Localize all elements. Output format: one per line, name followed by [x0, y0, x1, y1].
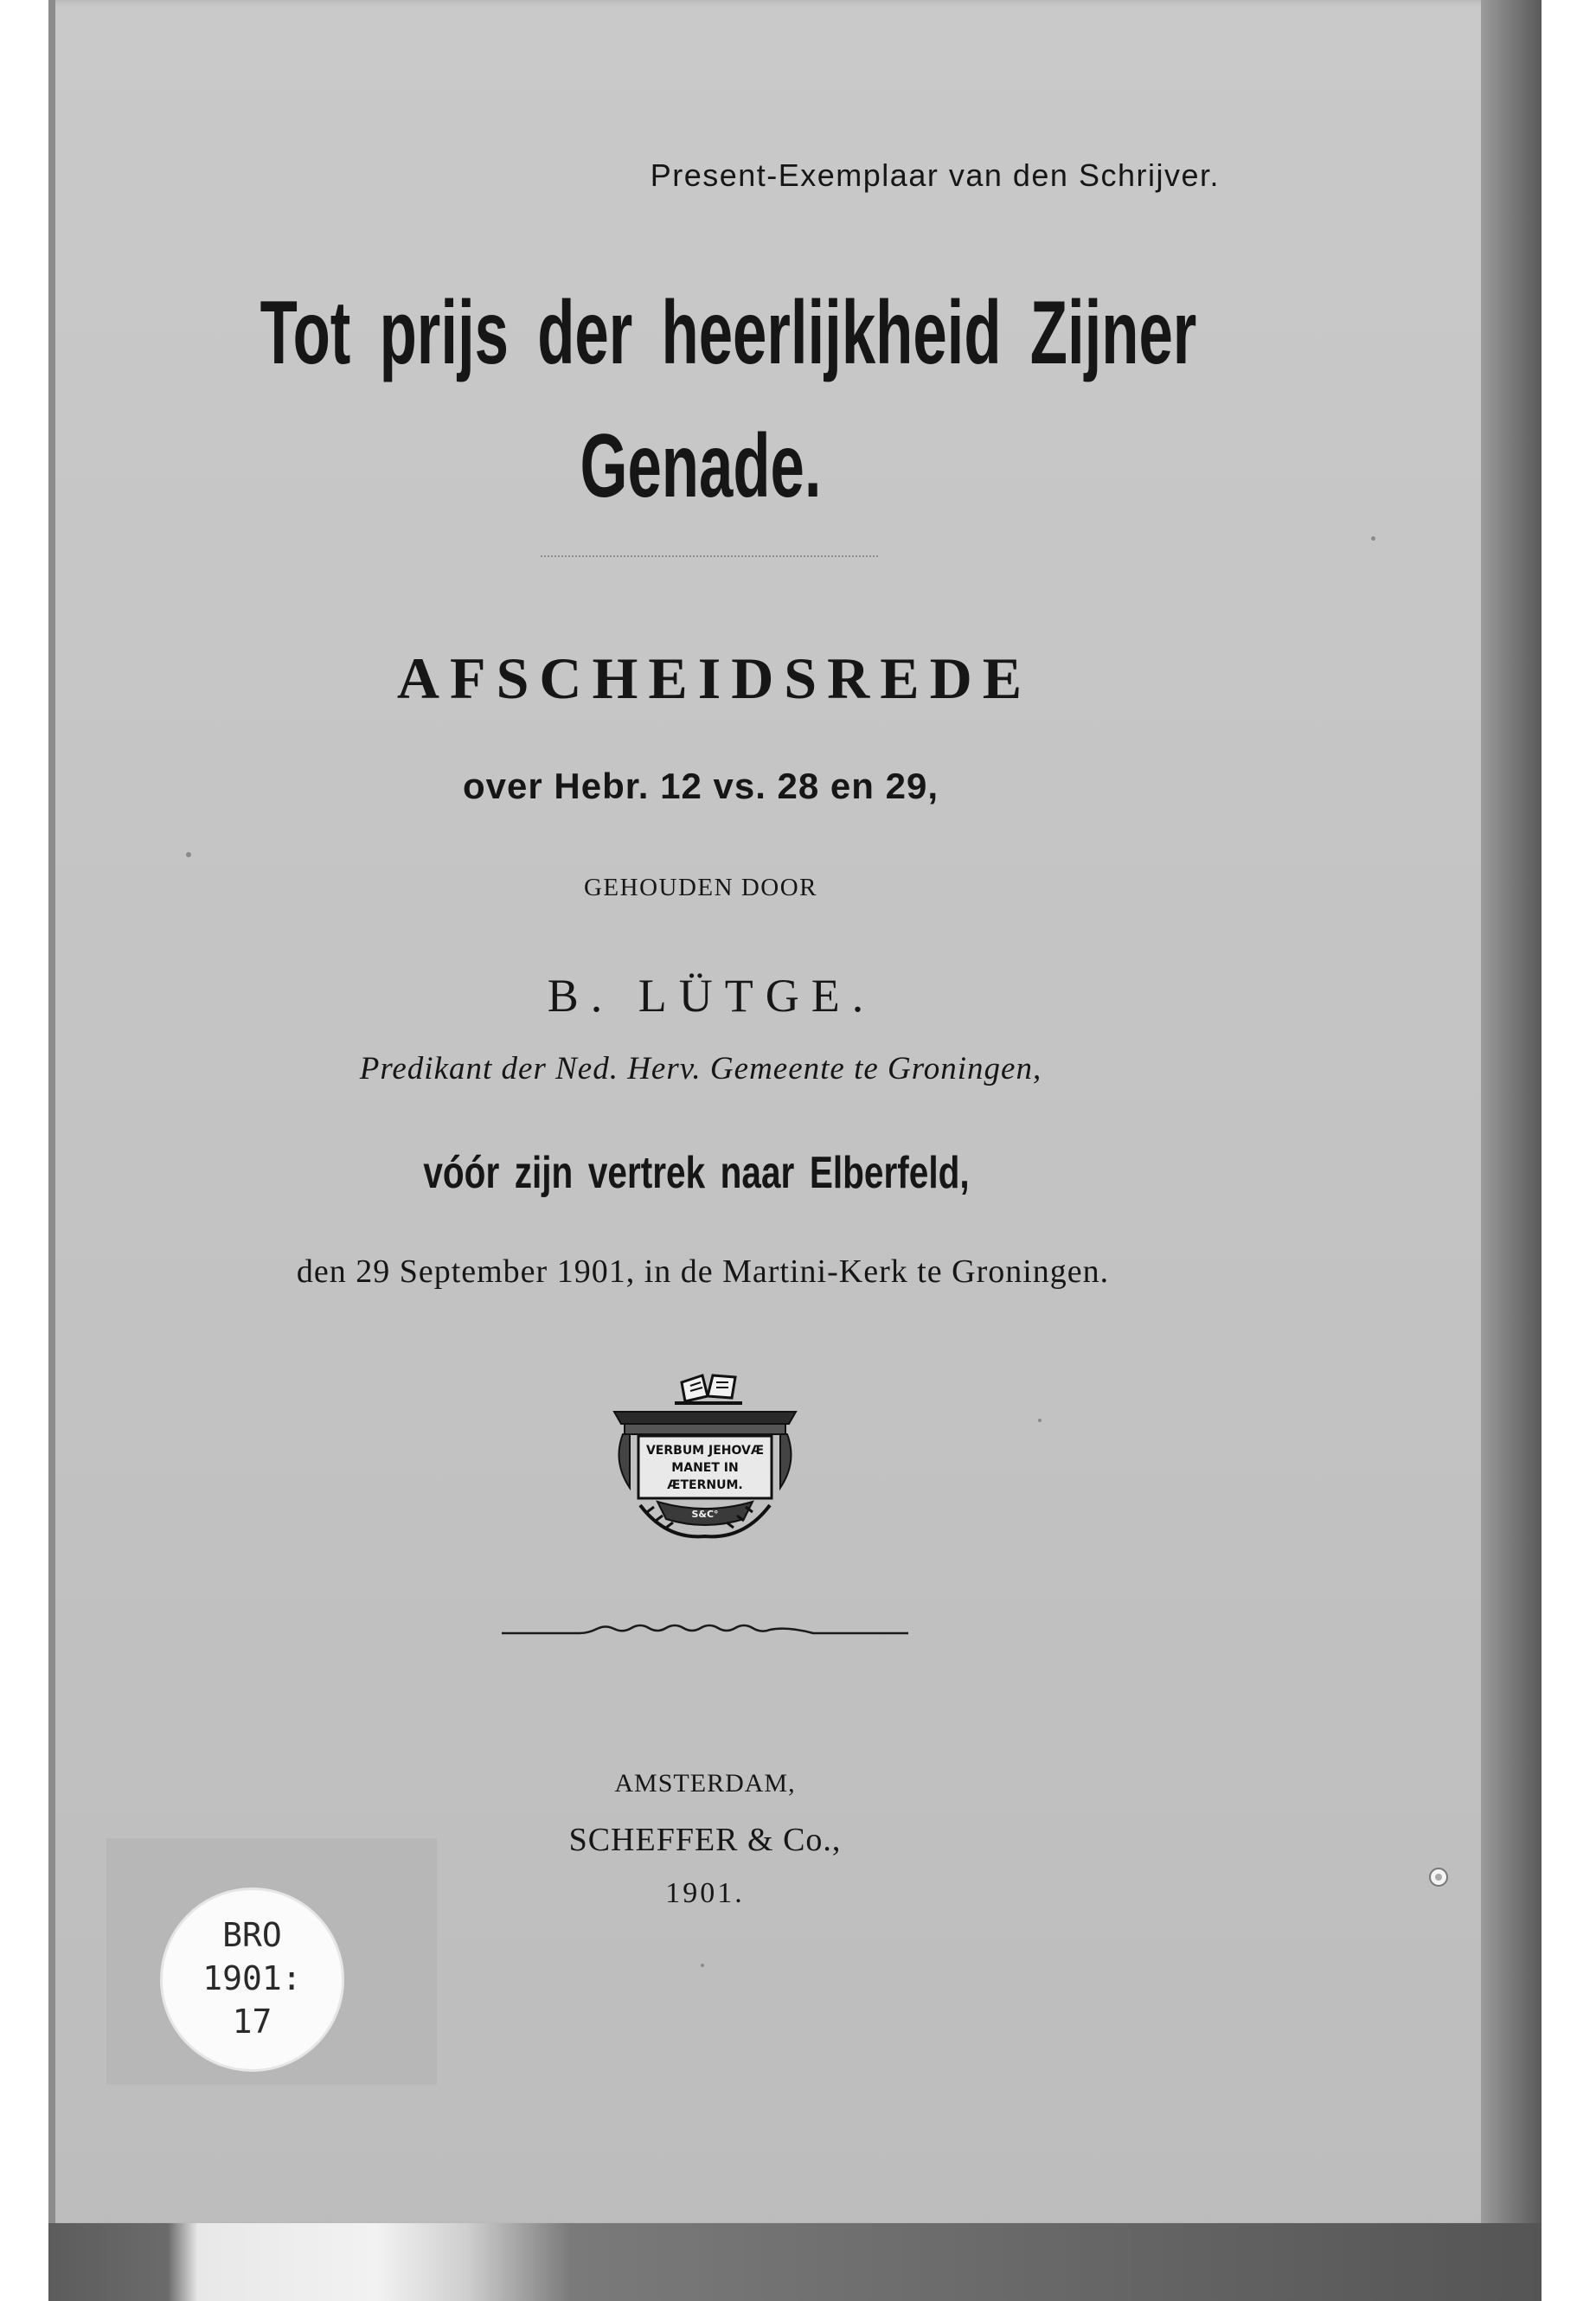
paper-speck: [701, 1964, 704, 1967]
author-name: B. LÜTGE.: [547, 970, 876, 1022]
paper-speck: [1371, 536, 1375, 541]
shelfmark-line1: BRO: [222, 1916, 282, 1954]
presentation-note: Present-Exemplaar van den Schrijver.: [650, 157, 1220, 193]
open-book-icon: [675, 1375, 742, 1403]
paper-clip-mark-icon: [1426, 1864, 1452, 1890]
imprint-year: 1901.: [665, 1877, 745, 1909]
cover-right-edge: [1481, 0, 1542, 2301]
date-and-place: den 29 September 1901, in de Martini-Kerk te Groningen.: [296, 1253, 1110, 1290]
device-motto-line1: VERBUM JEHOVÆ: [645, 1444, 765, 1458]
publisher-device: [606, 1367, 804, 1548]
imprint-publisher: SCHEFFER & Co.,: [568, 1822, 842, 1858]
ornamental-rule: [502, 1616, 908, 1642]
device-motto-line3: ÆTERNUM.: [667, 1478, 743, 1492]
held-by-label: GEHOUDEN DOOR: [583, 874, 817, 901]
subtitle: AFSCHEIDSREDE: [396, 645, 1033, 711]
shelfmark-line2: 1901:: [202, 1959, 302, 1997]
scan-bottom-strip: [48, 2223, 1542, 2301]
paper-speck: [186, 852, 191, 857]
device-monogram: S&C°: [691, 1509, 719, 1520]
scripture-reference: over Hebr. 12 vs. 28 en 29,: [463, 766, 939, 806]
paper-speck: [1038, 1419, 1042, 1422]
title-line-1: Tot prijs der heerlijkheid Zijner: [260, 283, 1197, 383]
shelfmark-line3: 17: [232, 2003, 272, 2041]
device-motto-line2: MANET IN: [671, 1461, 739, 1475]
title-divider: [541, 555, 878, 557]
title-line-2: Genade.: [580, 416, 822, 516]
author-role: Predikant der Ned. Herv. Gemeente te Groningen,: [359, 1051, 1042, 1086]
departure-note: vóór zijn vertrek naar Elberfeld,: [423, 1148, 970, 1198]
imprint-city: AMSTERDAM,: [614, 1769, 796, 1798]
